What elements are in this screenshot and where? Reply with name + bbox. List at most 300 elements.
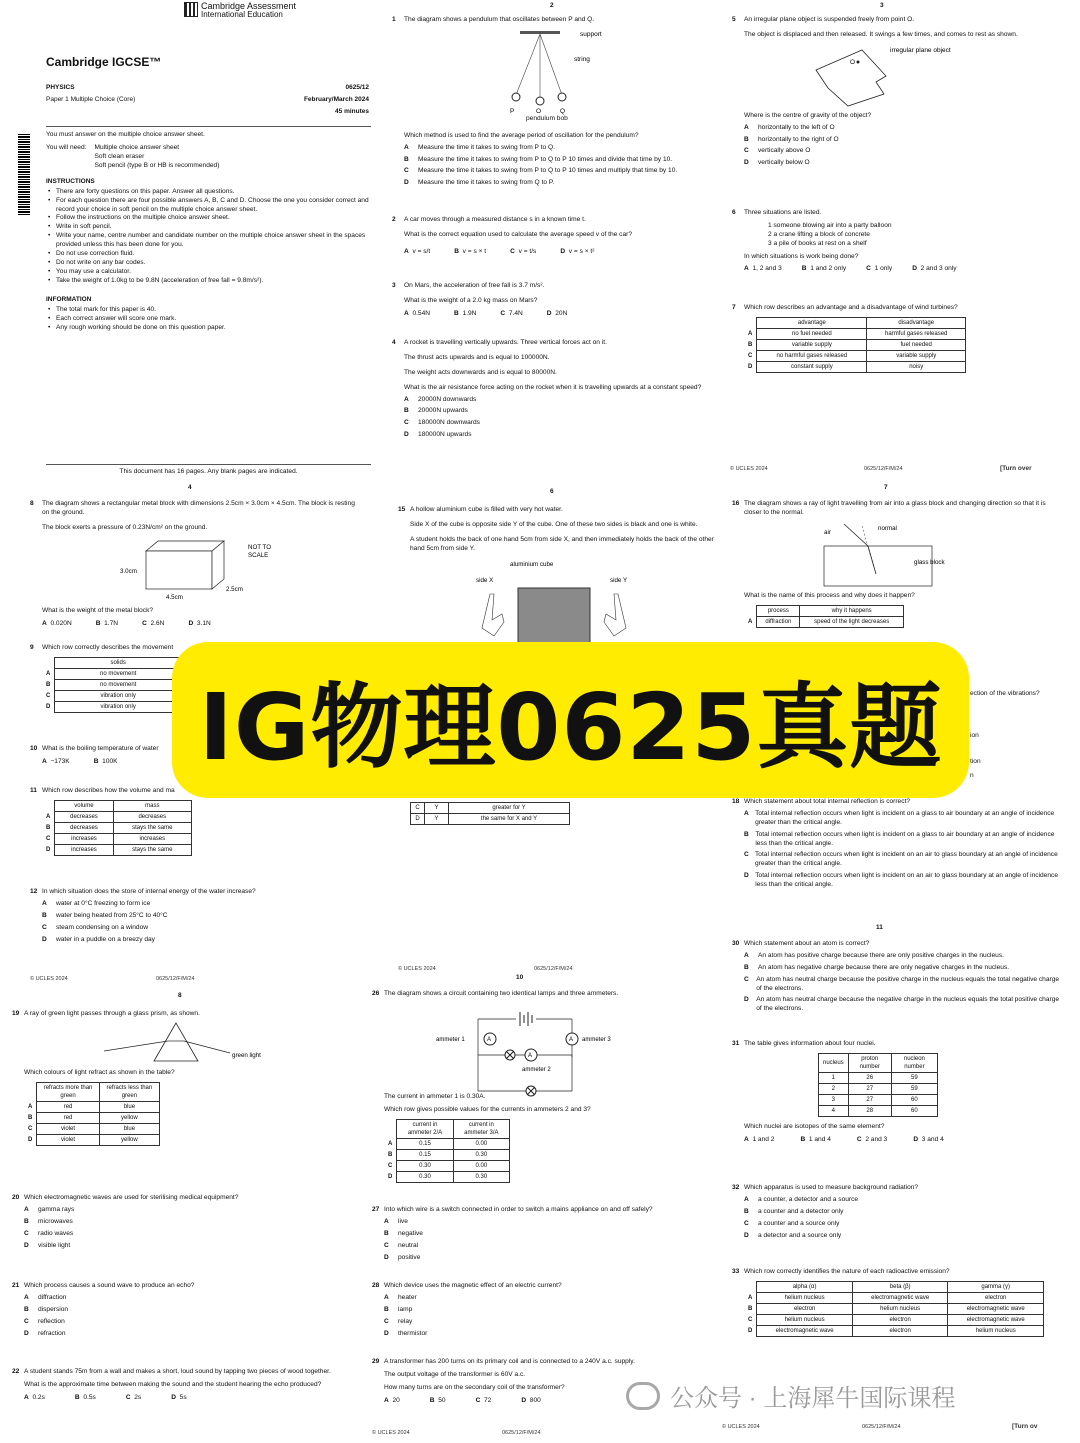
situation-item: 1 someone blowing air into a party balloon xyxy=(768,221,892,229)
option-a[interactable]: A diffraction xyxy=(24,1293,67,1301)
glass-block-label: glass block xyxy=(914,558,945,566)
normal-label: normal xyxy=(878,524,897,532)
table-row[interactable]: B decreases stays the same xyxy=(42,823,192,834)
option-c[interactable]: C neutral xyxy=(384,1241,419,1249)
option-c[interactable]: C An atom has neutral charge because the positive charge in the nucleus equals the total negative charge of the electrons. xyxy=(744,975,1060,992)
question-4 xyxy=(392,339,722,440)
question-text: A student holds the back of one hand 5cm from side X, and then immediately holds the back of the other hand 5cm from side Y. xyxy=(410,535,714,552)
instructions xyxy=(46,178,371,286)
instruction-item: • You may use a calculator. xyxy=(46,268,371,277)
question-text: An irregular plane object is suspended freely from point O. xyxy=(744,16,915,23)
question-stem: Which method is used to find the average period of oscillation for the pendulum? xyxy=(404,131,639,139)
question-stem: What is the air resistance force acting on the rocket when it is travelling upwards at a constant speed? xyxy=(404,383,702,391)
paper-name: Paper 1 Multiple Choice (Core) xyxy=(46,96,136,103)
option-a[interactable]: A Total internal reflection occurs when light is incident on a glass to air boundary at an angle of incidence greater than the critical angle. xyxy=(744,809,1055,826)
option-a[interactable]: A water at 0°C freezing to form ice xyxy=(42,899,151,907)
support-bar xyxy=(520,31,560,34)
option-c[interactable]: C Measure the time it takes to swing from P to Q to P 10 times and multiply that time by 10. xyxy=(404,167,678,175)
table-header: alpha (α) xyxy=(757,1281,853,1292)
option-a[interactable]: A 1 and 2 xyxy=(744,1136,775,1144)
option-a[interactable]: A 0.2s xyxy=(24,1393,45,1401)
question-7 xyxy=(732,304,1062,373)
option-c[interactable]: C 2.6N xyxy=(142,619,165,627)
question-19 xyxy=(12,1010,364,1146)
option-c[interactable]: C a counter and a source only xyxy=(744,1219,840,1227)
page-number: 8 xyxy=(178,992,182,999)
question-number: 32 xyxy=(732,1184,740,1191)
question-5 xyxy=(732,16,1062,168)
need-item: Multiple choice answer sheet xyxy=(94,144,180,151)
option-b[interactable]: B microwaves xyxy=(24,1217,73,1225)
option-d[interactable]: D v = s × t² xyxy=(560,247,595,255)
materials-needed xyxy=(46,144,371,171)
table-header: solids xyxy=(55,657,182,668)
page-number: 11 xyxy=(876,924,883,931)
instruction-item: • Write your name, centre number and candidate number on the multiple choice answer sheet in the spaces provided unless this has been done for you. xyxy=(46,232,371,250)
instruction-item: • For each question there are four possible answers A, B, C and D. Choose the one you consider correct and record your choice in soft pencil on the multiple choice answer sheet. xyxy=(46,197,371,215)
question-number: 1 xyxy=(392,16,396,23)
option-b[interactable]: B 0.5s xyxy=(74,1393,96,1401)
instruction-item: • Take the weight of 1.0kg to be 9.8N (acceleration of free fall = 9.8m/s²). xyxy=(46,277,371,286)
question-number: 30 xyxy=(732,940,740,947)
table-row[interactable]: A no fuel needed harmful gases released xyxy=(744,328,966,339)
instructions-title: INSTRUCTIONS xyxy=(46,178,95,185)
nuclei-table xyxy=(818,1053,938,1118)
question-number: 9 xyxy=(30,644,34,651)
table-header: nucleus xyxy=(819,1053,849,1072)
side-x-label: side X xyxy=(476,576,494,584)
question-number: 12 xyxy=(30,888,38,895)
instruction-item: • There are forty questions on this paper. Answer all questions. xyxy=(46,188,371,197)
option-d[interactable]: D Measure the time it takes to swing from Q to P. xyxy=(404,179,555,187)
paper-ref: 0625/12/F/M/24 xyxy=(864,466,903,472)
question-3 xyxy=(392,282,722,319)
page-8 xyxy=(12,988,372,1440)
question-number: 11 xyxy=(30,787,37,794)
question-text: A student stands 75m from a wall and makes a short, loud sound by tapping two pieces of wood together. xyxy=(24,1368,331,1375)
ammeter-table xyxy=(384,1119,510,1184)
option-b[interactable]: B negative xyxy=(384,1229,423,1237)
question-17-fragment: ection of the vibrations? xyxy=(970,690,1040,697)
option-c[interactable]: C steam condensing on a window xyxy=(42,923,149,931)
table-row[interactable]: C Y greater for Y xyxy=(411,803,570,814)
pendulum-diagram xyxy=(404,27,722,119)
table-header: disadvantage xyxy=(867,317,966,328)
question-number: 27 xyxy=(372,1206,380,1213)
option-c[interactable]: C 180000N downwards xyxy=(404,419,480,427)
side-y-label: side Y xyxy=(610,576,628,584)
ammeter-1-label: ammeter 1 xyxy=(436,1036,465,1043)
option-c[interactable]: C 2 and 3 xyxy=(856,1136,888,1144)
option-b[interactable]: B 1.7N xyxy=(95,619,119,627)
title-banner xyxy=(172,642,969,798)
situation-item: 3 a pile of books at rest on a shelf xyxy=(768,239,867,247)
question-text: The diagram shows a ray of light travelling from air into a glass block and changing direction so that it is closer to the normal. xyxy=(744,500,1046,516)
paper-code: 0625/12 xyxy=(345,84,369,91)
question-number: 8 xyxy=(30,500,34,507)
page-number: 10 xyxy=(516,974,524,981)
option-d[interactable]: D Total internal reflection occurs when light is incident on an air to glass boundary at an angle of incidence less than the critical angle. xyxy=(744,872,1058,889)
circuit-diagram xyxy=(384,999,714,1091)
information-item: • Any rough working should be done on this question paper. xyxy=(46,324,371,333)
question-text: The thrust acts upwards and is equal to 100000N. xyxy=(404,353,550,361)
question-number: 21 xyxy=(12,1282,20,1289)
table-row[interactable]: D violet yellow xyxy=(24,1135,160,1146)
option-d[interactable]: D positive xyxy=(384,1253,421,1261)
question-12 xyxy=(30,888,360,944)
question-stem: What is the weight of a 2.0 kg mass on Mars? xyxy=(404,296,538,304)
option-a[interactable]: A 0.54N xyxy=(404,309,431,317)
instruction-item: • Follow the instructions on the multiple choice answer sheet. xyxy=(46,214,371,223)
table-row[interactable]: A 0.15 0.00 xyxy=(384,1138,510,1149)
question-number: 15 xyxy=(398,506,406,513)
glass-block xyxy=(824,546,932,586)
pendulum-bob-label: pendulum bob xyxy=(526,114,568,122)
wind-turbine-table xyxy=(744,317,966,373)
table-row[interactable]: B no movement xyxy=(42,680,182,691)
question-text: Side X of the cube is opposite side Y of the cube. One of these two sides is black and one is white. xyxy=(410,520,698,528)
option-b[interactable]: B 1 and 2 only xyxy=(801,265,847,273)
page-number: 6 xyxy=(550,488,554,495)
question-number: 20 xyxy=(12,1194,20,1201)
table-row[interactable]: A no movement xyxy=(42,668,182,679)
irregular-object-diagram xyxy=(744,40,1062,110)
question-stem: What is the approximate time between making the sound and the student hearing the echo produced? xyxy=(24,1380,322,1388)
situation-item: 2 a crane lifting a block of concrete xyxy=(768,230,870,238)
option-a[interactable]: A 20 xyxy=(384,1396,400,1404)
copyright: © UCLES 2024 xyxy=(372,1430,410,1436)
question-32 xyxy=(732,1184,1064,1240)
fragment: ion xyxy=(970,732,979,739)
option-d[interactable]: D refraction xyxy=(24,1329,66,1337)
page-2 xyxy=(390,0,730,482)
question-6 xyxy=(732,209,1062,274)
table-row[interactable]: B variable supply fuel needed xyxy=(744,340,966,351)
question-stem: What is the weight of the metal block? xyxy=(42,606,154,614)
question-text: Into which wire is a switch connected in order to switch a mains appliance on and off safely? xyxy=(384,1206,653,1213)
option-d[interactable]: D a detector and a source only xyxy=(744,1231,842,1239)
metal-block-diagram xyxy=(42,533,360,601)
question-21 xyxy=(12,1282,364,1338)
question-30 xyxy=(732,940,1064,1014)
dimension-label: 4.5cm xyxy=(166,593,183,601)
aluminium-cube xyxy=(518,588,590,648)
prism-table xyxy=(24,1082,160,1147)
point-o-label: O xyxy=(850,58,856,66)
question-text: The weight acts downwards and is equal to 80000N. xyxy=(404,368,557,376)
refraction-table xyxy=(744,605,904,628)
turn-over: [Turn ov xyxy=(1012,1423,1038,1430)
option-c[interactable]: C v = t/s xyxy=(510,247,537,255)
table-header: process xyxy=(757,605,800,616)
dimension-label: 3.0cm xyxy=(120,567,137,575)
question-text: On Mars, the acceleration of free fall is 3.7 m/s². xyxy=(404,282,545,289)
page-10 xyxy=(372,972,722,1440)
question-text: The table gives information about four nuclei. xyxy=(744,1040,876,1047)
instruction-item: • Do not use correction fluid. xyxy=(46,250,371,259)
table-header: current in ammeter 3/A xyxy=(453,1119,509,1138)
question-text: In which situation does the store of internal energy of the water increase? xyxy=(42,888,256,895)
table-header: advantage xyxy=(757,317,867,328)
table-row[interactable]: D constant supply noisy xyxy=(744,362,966,373)
table-row: 2 27 59 xyxy=(819,1084,938,1095)
question-text: The current in ammeter 1 is 0.30A. xyxy=(384,1092,486,1100)
instruction-item: • Write in soft pencil. xyxy=(46,223,371,232)
question-text: A ray of green light passes through a glass prism, as shown. xyxy=(24,1010,200,1017)
option-c[interactable]: C 2s xyxy=(125,1393,142,1401)
cover-footer: This document has 16 pages. Any blank pages are indicated. xyxy=(46,464,371,477)
option-b[interactable]: B v = s × t xyxy=(454,247,487,255)
cube-hands-diagram xyxy=(410,558,714,638)
table-row[interactable]: B red yellow xyxy=(24,1113,160,1124)
information-item: • Each correct answer will score one mark. xyxy=(46,315,371,324)
option-d[interactable]: D 3.1N xyxy=(188,619,211,627)
ammeter-2-label: ammeter 2 xyxy=(522,1066,551,1073)
table-header: volume xyxy=(55,800,113,811)
question-16 xyxy=(732,500,1062,628)
question-26 xyxy=(372,990,714,1183)
answer-table xyxy=(410,802,570,825)
option-d[interactable]: D visible light xyxy=(24,1241,71,1249)
option-b[interactable]: B 1 and 4 xyxy=(800,1136,831,1144)
table-header: gamma (γ) xyxy=(948,1281,1044,1292)
table-header: refracts more than green xyxy=(37,1082,99,1101)
option-b[interactable]: B Measure the time it takes to swing from P to Q to P 10 times and divide that time by 10. xyxy=(404,155,673,163)
question-number: 33 xyxy=(732,1268,740,1275)
left-hand xyxy=(482,594,504,636)
duration: 45 minutes xyxy=(335,108,369,115)
option-a[interactable]: A live xyxy=(384,1217,408,1225)
option-c[interactable]: C vertically above O xyxy=(744,147,811,155)
question-2 xyxy=(392,216,722,257)
svg-text:A: A xyxy=(528,1052,533,1059)
copyright: © UCLES 2024 xyxy=(730,466,768,472)
question-33 xyxy=(732,1268,1064,1337)
question-number: 26 xyxy=(372,990,380,997)
option-a[interactable]: A Measure the time it takes to swing from P to Q. xyxy=(404,143,555,151)
option-b[interactable]: B Total internal reflection occurs when light is incident on a glass to air boundary at an angle of incidence less than the critical angle. xyxy=(744,830,1055,847)
question-text: A hollow aluminium cube is filled with very hot water. xyxy=(410,506,563,513)
label-p: P xyxy=(510,107,515,115)
option-b[interactable]: B a counter and a detector only xyxy=(744,1207,844,1215)
question-number: 3 xyxy=(392,282,396,289)
question-text: The diagram shows a circuit containing two identical lamps and three ammeters. xyxy=(384,990,619,997)
option-b[interactable]: B 1.9N xyxy=(454,309,477,317)
question-number: 10 xyxy=(30,745,38,752)
label-o: O xyxy=(536,107,542,115)
table-row[interactable]: C vibration only xyxy=(42,691,182,702)
question-text: A transformer has 200 turns on its primary coil and is connected to a 240V a.c. supply. xyxy=(384,1358,635,1365)
question-number: 18 xyxy=(732,798,740,805)
cover-page xyxy=(12,2,372,484)
subject: PHYSICS xyxy=(46,84,75,91)
object-label: irregular plane object xyxy=(890,46,951,54)
option-d[interactable]: D vertically below O xyxy=(744,159,810,167)
option-d[interactable]: D An atom has neutral charge because the negative charge in the nucleus equals the total positive charge of the electrons. xyxy=(744,996,1060,1013)
option-b[interactable]: B water being heated from 25°C to 40°C xyxy=(42,911,168,919)
table-row[interactable]: D electromagnetic wave electron helium nucleus xyxy=(744,1326,1044,1337)
svg-text:A: A xyxy=(569,1036,574,1043)
need-item: Soft pencil (type B or HB is recommended) xyxy=(94,161,220,169)
option-d[interactable]: D 20N xyxy=(546,309,568,317)
information-title: INFORMATION xyxy=(46,296,92,303)
need-item: Soft clean eraser xyxy=(94,152,145,160)
table-header: mass xyxy=(113,800,191,811)
question-31 xyxy=(732,1040,1064,1145)
question-text: The block exerts a pressure of 0.23N/cm² on the ground. xyxy=(42,523,208,531)
option-c[interactable]: C Total internal reflection occurs when light is incident on an air to glass boundary at an angle of incidence greater than the critical angle. xyxy=(744,851,1058,868)
option-a[interactable]: A heater xyxy=(384,1293,417,1301)
table-row[interactable]: D 0.30 0.30 xyxy=(384,1172,510,1183)
option-a[interactable]: A 0.020N xyxy=(42,619,72,627)
option-b[interactable]: B lamp xyxy=(384,1305,413,1313)
option-b[interactable]: B dispersion xyxy=(24,1305,69,1313)
question-text: The diagram shows a pendulum that oscillates between P and Q. xyxy=(404,16,595,23)
volume-mass-table xyxy=(42,800,192,856)
question-text: What is the boiling temperature of water xyxy=(42,745,159,752)
table-row[interactable]: A diffraction speed of the light decreases xyxy=(744,616,904,627)
option-a[interactable]: A An atom has positive charge because there are only positive charges in the nucleus. xyxy=(744,951,1004,959)
page-3 xyxy=(730,0,1070,482)
option-a[interactable]: A gamma rays xyxy=(24,1205,75,1213)
cambridge-shield-icon xyxy=(184,2,198,17)
copyright: © UCLES 2024 xyxy=(398,966,436,972)
paper-title: Cambridge IGCSE™ xyxy=(46,55,162,69)
question-15 xyxy=(398,506,714,638)
ammeter-3-label: ammeter 3 xyxy=(582,1036,611,1043)
table-row[interactable]: A decreases decreases xyxy=(42,811,192,822)
option-c[interactable]: C reflection xyxy=(24,1317,65,1325)
option-b[interactable]: B 50 xyxy=(429,1396,446,1404)
fragment: n xyxy=(970,772,974,779)
air-label: air xyxy=(824,528,831,536)
option-c[interactable]: C radio waves xyxy=(24,1229,74,1237)
barcode xyxy=(18,134,30,216)
answer-note: You must answer on the multiple choice answer sheet. xyxy=(46,126,371,140)
question-text: A car moves through a measured distance s in a known time t. xyxy=(404,216,586,223)
refraction-diagram xyxy=(744,518,1062,588)
question-8 xyxy=(30,500,360,628)
question-text: A rocket is travelling vertically upwards. Three vertical forces act on it. xyxy=(404,339,607,346)
option-c[interactable]: C 72 xyxy=(475,1396,492,1404)
question-27 xyxy=(372,1206,714,1262)
question-number: 2 xyxy=(392,216,396,223)
option-c[interactable]: C relay xyxy=(384,1317,413,1325)
question-text: Which statement about an atom is correct? xyxy=(744,940,870,947)
question-18 xyxy=(732,798,1062,890)
option-b[interactable]: B 100K xyxy=(93,757,118,765)
table-header: beta (β) xyxy=(852,1281,948,1292)
question-stem: Which colours of light refract as shown in the table? xyxy=(24,1068,175,1076)
question-stem: In which situations is work being done? xyxy=(744,252,859,260)
question-number: 5 xyxy=(732,16,736,23)
question-text: Which process causes a sound wave to produce an echo? xyxy=(24,1282,195,1289)
table-row[interactable]: C no harmful gases released variable supply xyxy=(744,351,966,362)
right-hand xyxy=(604,594,626,636)
option-d[interactable]: D thermistor xyxy=(384,1329,428,1337)
question-number: 7 xyxy=(732,304,736,311)
option-d[interactable]: D water in a puddle on a breezy day xyxy=(42,935,155,943)
question-28 xyxy=(372,1282,714,1338)
question-stem: Which nuclei are isotopes of the same element? xyxy=(744,1123,885,1131)
question-number: 19 xyxy=(12,1010,20,1017)
page-number: 4 xyxy=(188,484,192,491)
option-d[interactable]: D 2 and 3 only xyxy=(912,265,957,273)
question-number: 4 xyxy=(392,339,396,346)
table-row[interactable]: D Y the same for X and Y xyxy=(411,814,570,825)
table-row[interactable]: C helium nucleus electron electromagnetic wave xyxy=(744,1315,1044,1326)
table-row: 3 27 60 xyxy=(819,1095,938,1106)
question-stem: How many turns are on the secondary coil of the transformer? xyxy=(384,1383,565,1391)
question-number: 6 xyxy=(732,209,736,216)
option-c[interactable]: C 1 only xyxy=(866,265,893,273)
question-stem: What is the correct equation used to calculate the average speed v of the car? xyxy=(404,230,632,238)
question-number: 31 xyxy=(732,1040,740,1047)
question-text: Which row describes how the volume and ma xyxy=(42,787,175,794)
question-text: Which apparatus is used to measure background radiation? xyxy=(744,1184,919,1191)
table-header: proton number xyxy=(848,1053,891,1072)
option-a[interactable]: A a counter, a detector and a source xyxy=(744,1195,859,1203)
question-number: 16 xyxy=(732,500,740,507)
paper-ref: 0625/12/F/M/24 xyxy=(156,976,195,982)
information xyxy=(46,296,371,332)
paper-ref: 0625/12/F/M/24 xyxy=(862,1424,901,1430)
question-20 xyxy=(12,1194,364,1250)
turn-over: [Turn over xyxy=(1000,465,1032,472)
question-1 xyxy=(392,16,722,188)
question-text: The diagram shows a rectangular metal block with dimensions 2.5cm × 3.0cm × 4.5cm. The block is resting on the ground. xyxy=(42,500,355,516)
option-d[interactable]: D 5s xyxy=(171,1393,187,1401)
option-b[interactable]: B An atom has negative charge because there are only negative charges in the nucleus. xyxy=(744,963,1010,971)
page-number: 7 xyxy=(884,484,888,491)
table-row[interactable]: C increases increases xyxy=(42,834,192,845)
prism-diagram xyxy=(24,1019,364,1067)
table-row[interactable]: B electron helium nucleus electromagnetic wave xyxy=(744,1304,1044,1315)
question-text: Which row correctly identifies the nature of each radioactive emission? xyxy=(744,1268,950,1275)
question-text: Three situations are listed. xyxy=(744,209,822,216)
label-q: Q xyxy=(560,107,566,115)
question-number: 28 xyxy=(372,1282,380,1289)
table-row[interactable]: C 0.30 0.00 xyxy=(384,1161,510,1172)
svg-text:A: A xyxy=(487,1036,492,1043)
question-text: The object is displaced and then released. It swings a few times, and comes to rest as shown. xyxy=(744,30,1018,38)
paper-ref: 0625/12/F/M/24 xyxy=(534,966,573,972)
table-row[interactable]: D increases stays the same xyxy=(42,845,192,856)
option-d[interactable]: D 3 and 4 xyxy=(913,1136,944,1144)
option-a[interactable]: A v = s/t xyxy=(404,247,431,255)
question-text: Which row correctly describes the movement xyxy=(42,644,174,651)
table-row: 1 26 59 xyxy=(819,1073,938,1084)
table-row[interactable]: A red blue xyxy=(24,1101,160,1112)
option-a[interactable]: A 20000N downwards xyxy=(404,395,477,403)
option-a[interactable]: A 1, 2 and 3 xyxy=(744,265,782,273)
table-row[interactable]: D vibration only xyxy=(42,702,182,713)
option-a[interactable]: A horizontally to the left of O xyxy=(744,123,835,131)
paper-ref: 0625/12/F/M/24 xyxy=(502,1430,541,1436)
option-d[interactable]: D 180000N upwards xyxy=(404,431,472,439)
option-b[interactable]: B 20000N upwards xyxy=(404,407,468,415)
option-b[interactable]: B horizontally to the right of O xyxy=(744,135,839,143)
copyright: © UCLES 2024 xyxy=(30,976,68,982)
table-header: current in ammeter 2/A xyxy=(397,1119,453,1138)
green-light-label: green light xyxy=(232,1051,261,1059)
table-row[interactable]: A helium nucleus electromagnetic wave electron xyxy=(744,1292,1044,1303)
option-d[interactable]: D 800 xyxy=(521,1396,541,1404)
option-a[interactable]: A −173K xyxy=(42,757,70,765)
option-c[interactable]: C 7.4N xyxy=(500,309,523,317)
table-row[interactable]: B 0.15 0.30 xyxy=(384,1149,510,1160)
table-row[interactable]: C violet blue xyxy=(24,1124,160,1135)
